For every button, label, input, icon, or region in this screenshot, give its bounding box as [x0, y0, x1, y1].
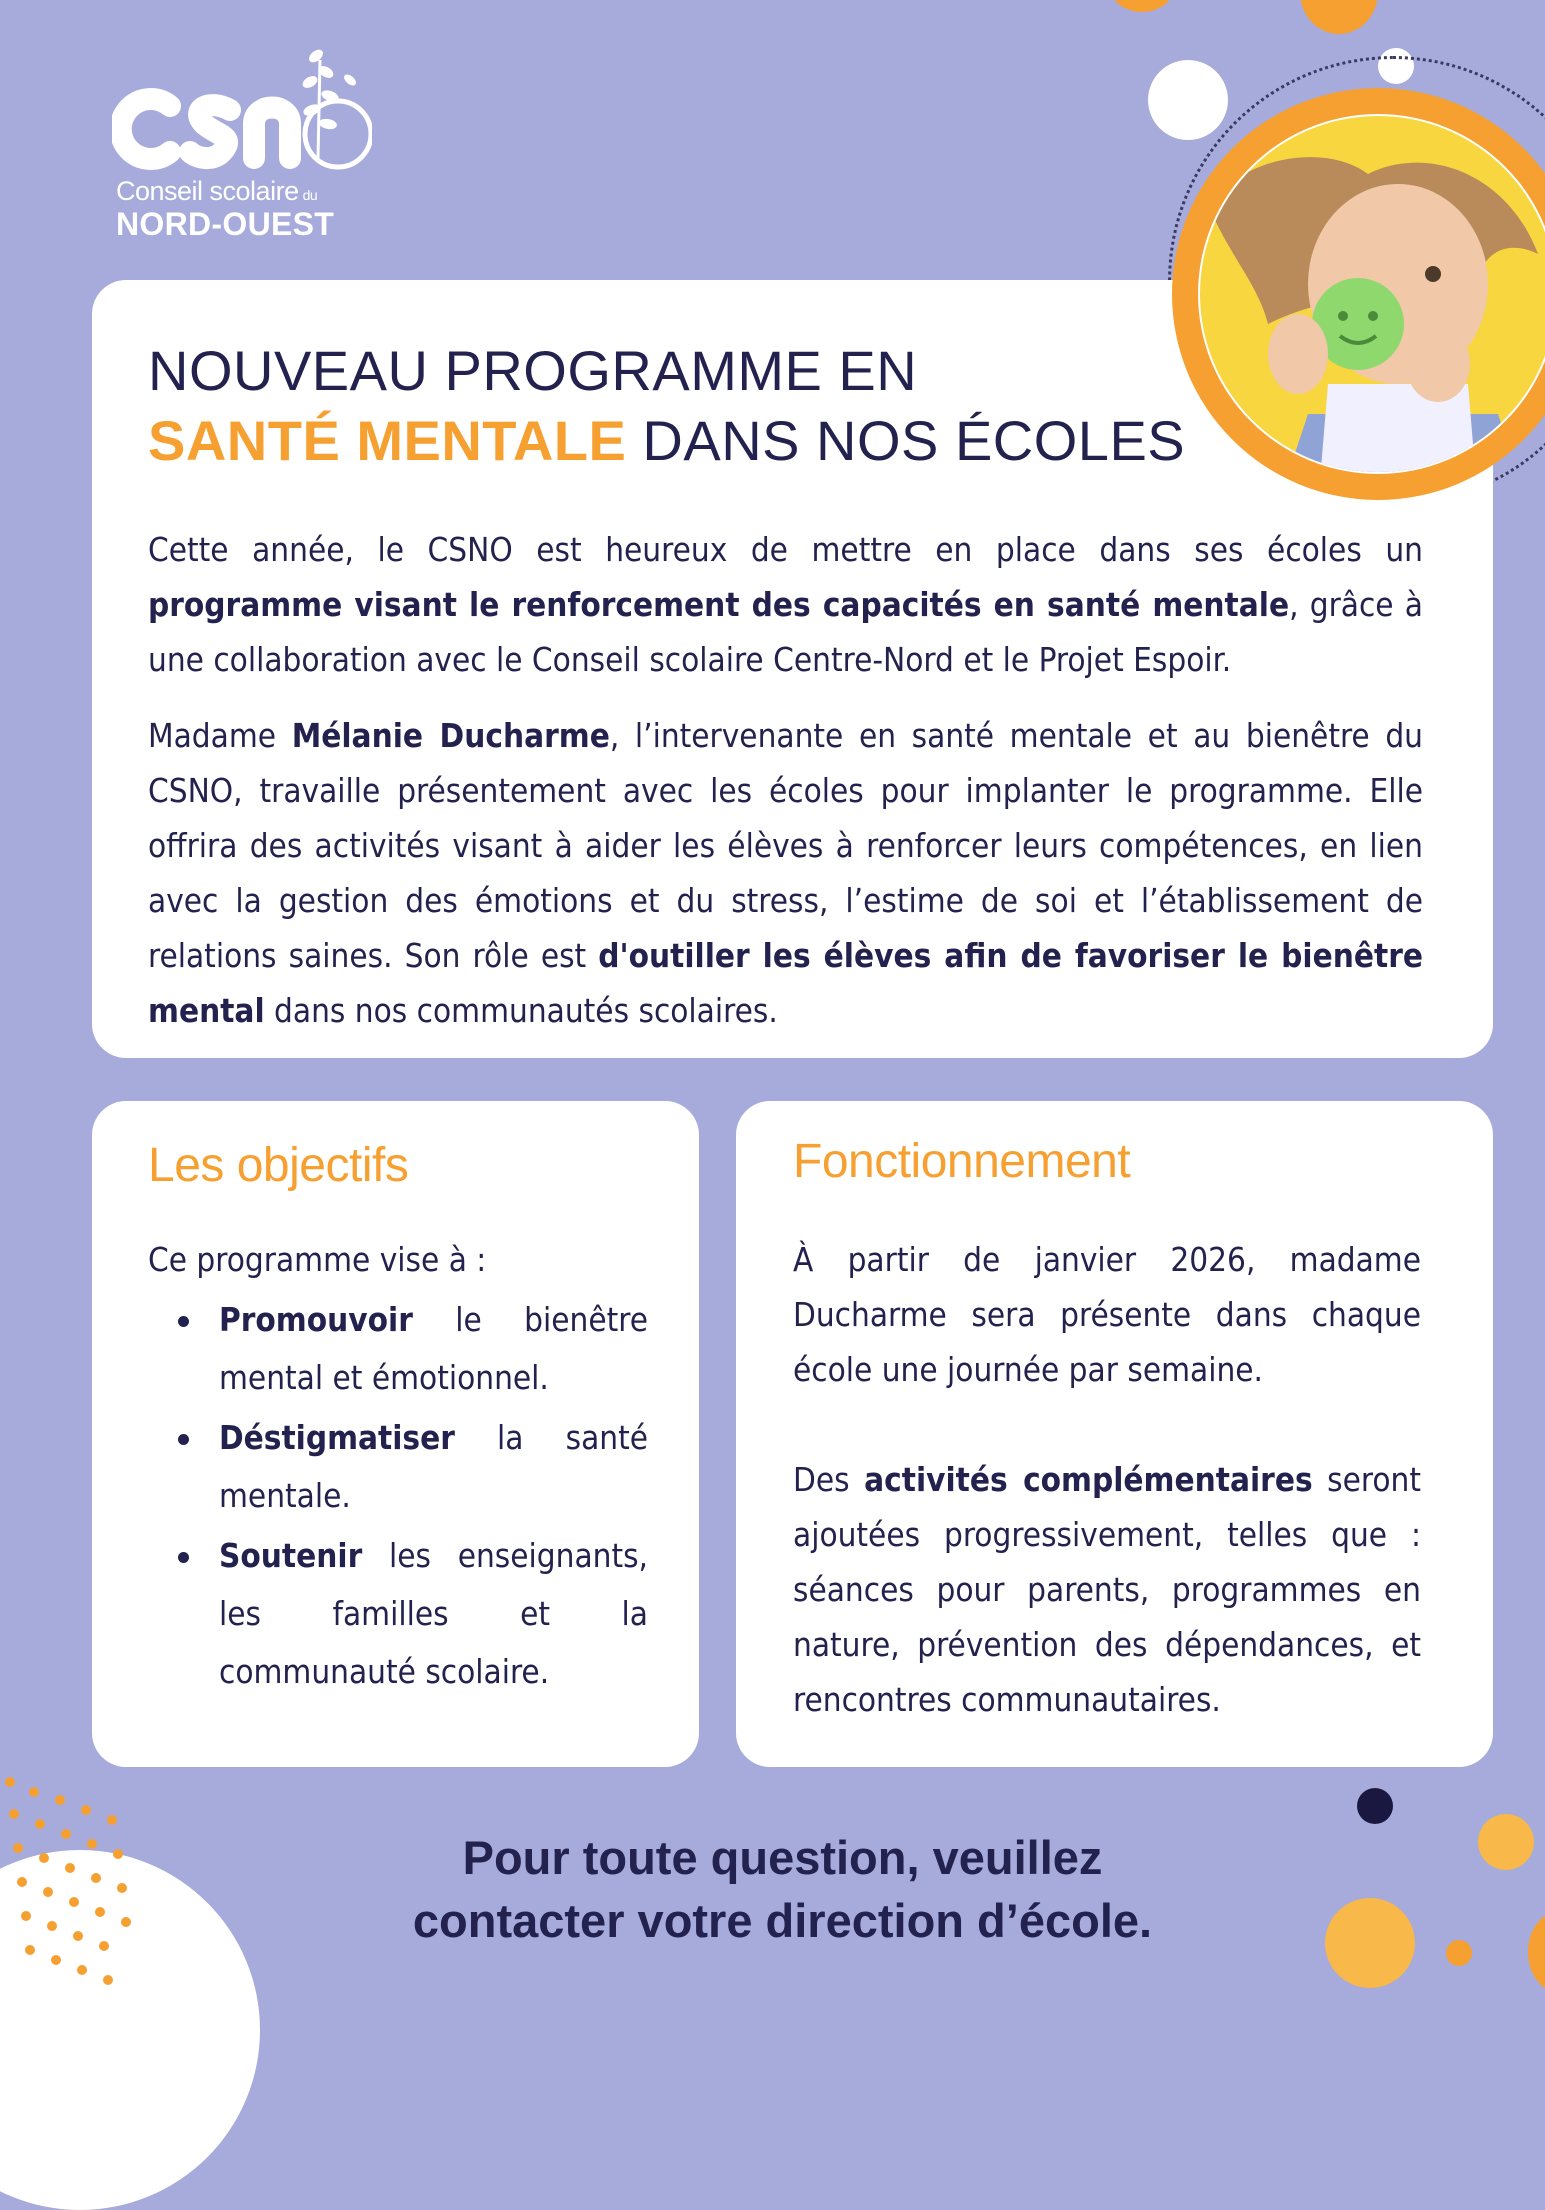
intro-paragraph-2: Madame Mélanie Ducharme, l’intervenante en santé mentale et au bienêtre du CSNO, travaille présentement avec les écoles pour implanter le programme. Elle offrira des activités visant à aider les élèves à renforcer leurs compétences, en lien avec la gestion des émotions et du stress, l’estime de soi et l’établissement de relations saines. Son rôle est d'outiller les élèves afin de favoriser le bienêtre mental dans nos communautés scolaires.	[148, 716, 1424, 1030]
list-item: Déstigmatiser la santé mentale.	[148, 1409, 648, 1525]
objectifs-intro: Ce programme vise à :	[148, 1240, 487, 1279]
objectifs-list	[148, 1291, 648, 1703]
child-photo-illustration	[1168, 84, 1545, 504]
list-item: Promouvoir le bienêtre mental et émotionnel.	[148, 1291, 648, 1407]
csno-logo	[112, 40, 372, 250]
bullet-icon	[178, 1434, 189, 1445]
decor-orange-circle	[1300, 0, 1378, 34]
logo-line2: NORD-OUEST	[116, 206, 335, 242]
decor-navy-circle	[1357, 1788, 1393, 1824]
decor-orange-circle	[1110, 0, 1174, 12]
list-item: Soutenir les enseignants, les familles et la communauté scolaire.	[148, 1527, 648, 1701]
footer-line1: Pour toute question, veuillez	[462, 1831, 1103, 1884]
bullet-icon	[178, 1316, 189, 1327]
page-title-line2: SANTÉ MENTALE DANS NOS ÉCOLES	[148, 409, 1186, 472]
page-title-line1: NOUVEAU PROGRAMME EN	[148, 339, 918, 402]
bullet-icon	[178, 1552, 189, 1563]
logo-mark-icon	[112, 40, 372, 180]
title-accent: SANTÉ MENTALE	[148, 409, 627, 472]
fonctionnement-title: Fonctionnement	[793, 1135, 1131, 1188]
fonctionnement-paragraph-2: Des activités complémentaires seront ajoutées progressivement, telles que : séances pour parents, programmes en nature, prévention des dépendances, et rencontres communautaires.	[793, 1460, 1421, 1719]
fonctionnement-paragraph-1: À partir de janvier 2026, madame Ducharme sera présente dans chaque école une journée par semaine.	[793, 1240, 1421, 1389]
child-photo	[1168, 84, 1545, 504]
intro-paragraph-1: Cette année, le CSNO est heureux de mettre en place dans ses écoles un programme visant le renforcement des capacités en santé mentale, grâce à une collaboration avec le Conseil scolaire Centre-Nord et le Projet Espoir.	[148, 530, 1423, 679]
objectifs-title: Les objectifs	[148, 1139, 409, 1192]
logo-line1: Conseil scolaire du	[116, 176, 318, 206]
footer-line2: contacter votre direction d’école.	[412, 1894, 1153, 1947]
